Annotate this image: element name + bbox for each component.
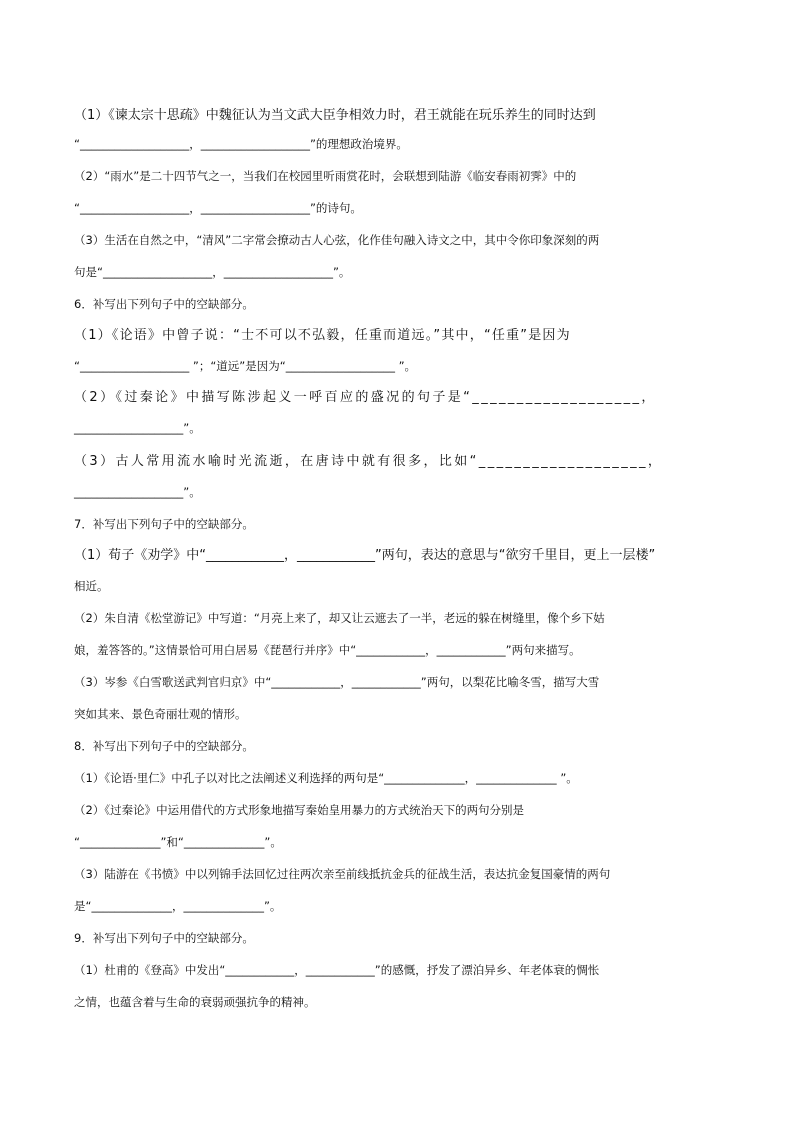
q8-2-line1: （2）《过秦论》中运用借代的方式形象地描写秦始皇用暴力的方式统治天下的两句分别是 (74, 803, 525, 817)
q5-2-line2: “___________________，___________________”的诗句。 (74, 201, 362, 215)
q7-2-line1: （2）朱自清《松堂游记》中写道：“月亮上来了，却又让云遮去了一半，老远的躲在树缝里，像个乡下姑 (74, 611, 605, 625)
q7-1-line2: 相近。 (74, 579, 109, 593)
q6-3-line2: ___________________”。 (74, 485, 201, 499)
q8-3-line1: （3）陆游在《书愤》中以列锦手法回忆过往两次亲至前线抵抗金兵的征战生活，表达抗金复国豪情的两句 (74, 867, 611, 881)
q7-heading: 7．补写出下列句子中的空缺部分。 (74, 517, 254, 531)
q8-3-line2: 是“______________，______________”。 (74, 899, 282, 913)
q9-heading: 9．补写出下列句子中的空缺部分。 (74, 931, 254, 945)
q5-1-line1: （1）《谏太宗十思疏》中魏征认为当文武大臣争相效力时，君王就能在玩乐养生的同时达到 (74, 108, 596, 123)
q7-1-line1: （1）荀子《劝学》中“____________，____________”两句，表达的意思与“欲穷千里目，更上一层楼” (74, 548, 656, 563)
q8-heading: 8．补写出下列句子中的空缺部分。 (74, 739, 254, 753)
q6-2-line1: （2）《过秦论》中描写陈涉起义一呼百应的盛况的句子是“___________________， (74, 390, 657, 405)
q5-3-line1: （3）生活在自然之中，“清风”二字常会撩动古人心弦，化作佳句融入诗文之中，其中令你印象深刻的两 (74, 233, 600, 247)
q7-3-line2: 突如其来、景色奇丽壮观的情形。 (74, 707, 247, 721)
q6-3-line1: （3）古人常用流水喻时光流逝，在唐诗中就有很多，比如“___________________， (74, 454, 664, 469)
q6-1-line1: （1）《论语》中曾子说：“士不可以不弘毅，任重而道远。”其中，“任重”是因为 (74, 328, 571, 343)
q7-2-line2: 娘，羞答答的。”这情景恰可用白居易《琵琶行并序》中“____________，____________”两句来描写。 (74, 643, 581, 657)
q8-1-line1: （1）《论语·里仁》中孔子以对比之法阐述义利选择的两句是“______________，______________ ”。 (74, 771, 578, 785)
q6-2-line2: ___________________”。 (74, 421, 201, 435)
q5-2-line1: （2）“雨水”是二十四节气之一，当我们在校园里听雨赏花时，会联想到陆游《临安春雨初霁》中的 (74, 169, 577, 183)
q6-1-line2: “___________________ ”；“道远”是因为“___________________ ”。 (74, 359, 417, 373)
q8-2-line2: “______________”和“______________”。 (74, 835, 282, 849)
q9-1-line2: 之情，也蕴含着与生命的衰弱顽强抗争的精神。 (74, 995, 316, 1009)
q5-1-line2: “___________________，___________________”的理想政治境界。 (74, 137, 408, 151)
q7-3-line1: （3）岑参《白雪歌送武判官归京》中“____________，____________”两句，以梨花比喻冬雪，描写大雪 (74, 675, 600, 689)
q9-1-line1: （1）杜甫的《登高》中发出“____________，____________”的感慨，抒发了漂泊异乡、年老体衰的惆怅 (74, 963, 600, 977)
q5-3-line2: 句是“___________________，___________________”。 (74, 265, 351, 279)
q6-heading: 6．补写出下列句子中的空缺部分。 (74, 297, 254, 311)
